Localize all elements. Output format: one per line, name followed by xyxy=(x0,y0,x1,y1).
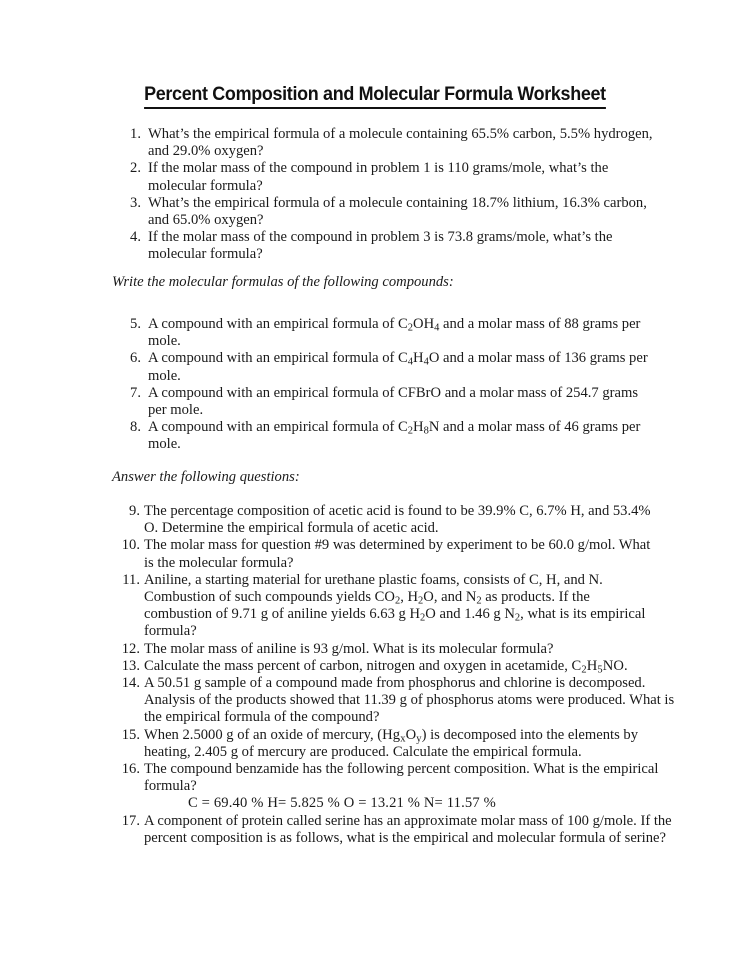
question-item xyxy=(0,572,749,641)
question-item xyxy=(0,813,749,847)
question-item xyxy=(0,160,749,194)
question-text: The compound benzamide has the following percent composition. What is the empirical formula? xyxy=(144,761,659,795)
question-number: 1. xyxy=(130,126,141,142)
question-list-1 xyxy=(0,126,749,264)
question-text: What’s the empirical formula of a molecule containing 18.7% lithium, 16.3% carbon, and 65.0% oxygen? xyxy=(148,194,647,229)
question-text: What’s the empirical formula of a molecule containing 65.5% carbon, 5.5% hydrogen, and 29.0% oxygen? xyxy=(148,126,653,160)
question-text: When 2.5000 g of an oxide of mercury, $(Hg_xO_y)$ is decomposed into the elements by heating, 2.405 g of mercury are produced. Calculate the empirical formula. xyxy=(144,726,638,760)
question-text: A compound with an empirical formula of $C_2H_8N$ and a molar mass of 46 grams per mole. xyxy=(148,419,641,453)
question-number: 10. xyxy=(121,537,140,554)
question-text: A compound with an empirical formula of $C_2OH_4$ and a molar mass of 88 grams per mole. xyxy=(148,316,641,350)
question-text: A compound with an empirical formula of $C_4H_4O$ and a molar mass of 136 grams per mole. xyxy=(148,350,648,384)
question-item xyxy=(0,761,749,813)
question-text: If the molar mass of the compound in problem 1 is 110 grams/mole, what’s the molecular formula? xyxy=(148,160,609,194)
question-item xyxy=(0,419,749,453)
page-title-container xyxy=(0,84,749,109)
question-number: 8. xyxy=(130,419,141,436)
question-text: A 50.51 g sample of a compound made from phosphorus and chlorine is decomposed. Analysis of the products showed that 11.39 g of phosphorus atoms were produced. What is the empirical formula of the compound? xyxy=(144,675,675,726)
question-item xyxy=(0,537,749,571)
question-text: If the molar mass of the compound in problem 3 is 73.8 grams/mole, what’s the molecular formula? xyxy=(148,229,613,263)
page-title: Percent Composition and Molecular Formula Worksheet xyxy=(144,84,606,109)
question-item xyxy=(0,350,749,384)
question-list-2 xyxy=(0,316,749,454)
question-number: 3. xyxy=(130,194,141,211)
question-number: 9. xyxy=(129,503,140,519)
question-item xyxy=(0,126,749,160)
question-item xyxy=(0,727,749,761)
question-text: The percentage composition of acetic acid is found to be 39.9% C, 6.7% H, and 53.4% O. Determine the empirical formula of acetic acid. xyxy=(144,503,651,537)
question-item xyxy=(0,229,749,263)
question-text: A compound with an empirical formula of CFBrO and a molar mass of 254.7 grams per mole. xyxy=(148,384,639,419)
question-text: A component of protein called serine has an approximate molar mass of 100 g/mole. If the percent composition is as follows, what is the empirical and molecular formula of serine? xyxy=(144,812,672,846)
question-item xyxy=(0,385,749,419)
question-number: 16. xyxy=(121,761,140,778)
question-item xyxy=(0,675,749,727)
question-item xyxy=(0,658,749,675)
question-number: 15. xyxy=(121,726,140,743)
question-text: Aniline, a starting material for urethane plastic foams, consists of C, H, and N. Combustion of such compounds yields $CO_2$, $H_2O$, and $N_2$ as products. If the combustion of 9.71 g of aniline yields 6.63 g $H_2O$ and 1.46 g $N_2$, what is its empirical formula? xyxy=(144,571,646,640)
question-text: The molar mass for question #9 was determined by experiment to be 60.0 g/mol. What is the molecular formula? xyxy=(144,537,651,571)
section-intro-molecular-formulas: Write the molecular formulas of the following compounds: xyxy=(112,274,454,290)
question-item xyxy=(0,195,749,229)
question-number: 5. xyxy=(130,316,141,332)
question-text: Calculate the mass percent of carbon, nitrogen and oxygen in acetamide, $C_2H_5NO$. xyxy=(144,657,628,676)
question-text: The molar mass of aniline is 93 g/mol. What is its molecular formula? xyxy=(144,640,554,657)
question-data-line: C = 69.40 % H= 5.825 % O = 13.21 % N= 11.57 % xyxy=(188,795,496,812)
question-item xyxy=(0,503,749,537)
question-number: 12. xyxy=(121,640,140,657)
question-item xyxy=(0,316,749,350)
question-list-3 xyxy=(0,503,749,847)
question-number: 4. xyxy=(130,229,141,246)
section-intro-answer-questions: Answer the following questions: xyxy=(112,469,300,485)
question-number: 2. xyxy=(130,160,141,177)
question-number: 6. xyxy=(130,350,141,367)
question-item xyxy=(0,641,749,658)
question-number: 17. xyxy=(121,812,140,829)
question-number: 13. xyxy=(121,657,140,674)
question-number: 11. xyxy=(122,571,140,588)
question-number: 14. xyxy=(121,675,140,692)
question-number: 7. xyxy=(130,384,141,401)
